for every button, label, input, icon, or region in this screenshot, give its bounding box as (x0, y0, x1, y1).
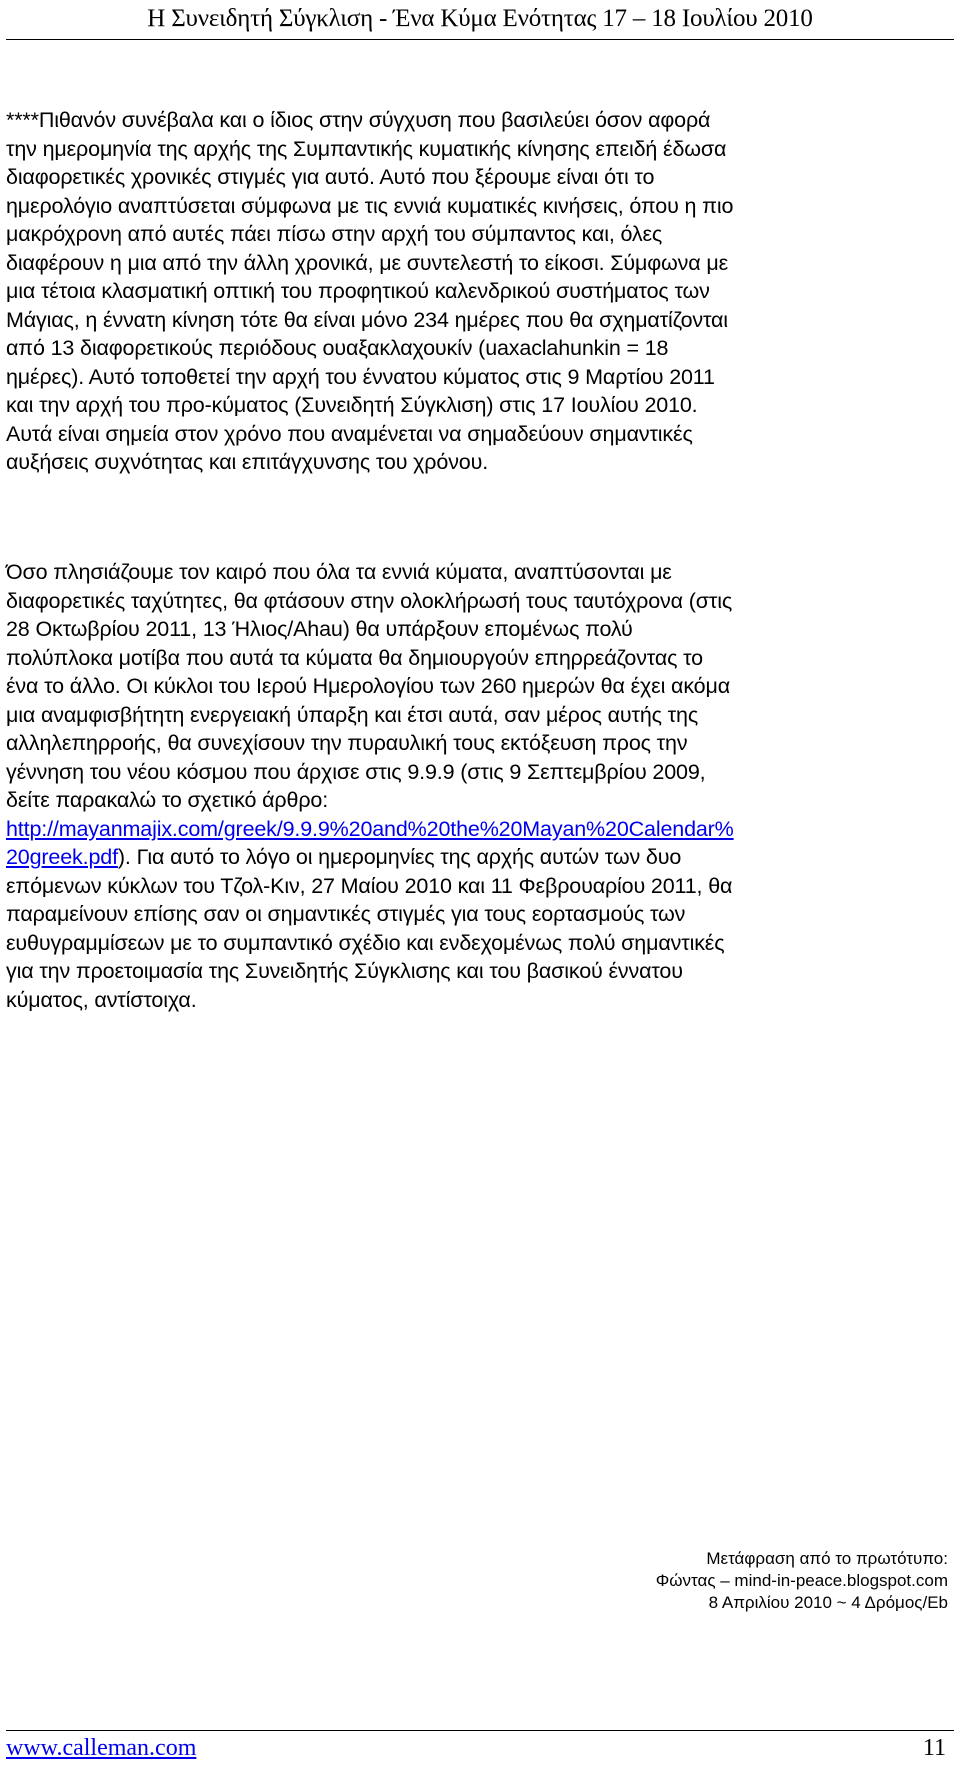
text-line: αυξήσεις συχνότητας και επιτάγχυνσης του χρόνου. (6, 450, 489, 474)
page-header-title: Η Συνειδητή Σύγκλιση - Ένα Κύμα Ενότητας 17 – 18 Ιουλίου 2010 (147, 5, 813, 32)
credit-line-translation: Μετάφραση από το πρωτότυπο: (706, 1549, 948, 1568)
text-line: Μάγιας, η έννατη κίνηση τότε θα είναι μόνο 234 ημέρες που θα σχηματίζονται (6, 307, 728, 332)
text-line (6, 843, 956, 872)
text-line: την ημερομηνία της αρχής της Συμπαντικής κυματικής κίνησης επειδή έδωσα (6, 136, 727, 161)
article-link[interactable]: http://mayanmajix.com/greek/9.9.9%20and%20the%20Mayan%20Calendar% (6, 816, 734, 841)
text-line: διαφορετικές χρονικές στιγμές για αυτό. Αυτό που ξέρουμε είναι ότι το (6, 165, 655, 189)
text-line: ημέρες). Αυτό τοποθετεί την αρχή του έννατου κύματος στις 9 Μαρτίου 2011 (6, 364, 715, 389)
text-line: μακρόχρονη από αυτές πάει πίσω στην αρχή του σύμπαντος και, όλες (6, 222, 663, 246)
text-line: παραμείνουν επίσης σαν οι σημαντικές στιγμές για τους εορτασμούς των (6, 902, 686, 926)
text-after-link: ). Για αυτό το λόγο οι ημερομηνίες της αρχής αυτών των δυο (117, 845, 682, 869)
page-number: 11 (922, 1735, 946, 1761)
text-line (6, 815, 956, 844)
footer-divider (6, 1730, 954, 1731)
text-line: ημερολόγιο αναπτύσεται σύμφωνα με τις εννιά κυματικές κινήσεις, όπου η πιο (6, 193, 734, 218)
text-line: 28 Οκτωβρίου 2011, 13 Ήλιος/Ahau) θα υπάρξουν επομένως πολύ (6, 617, 633, 641)
text-line: ευθυγραμμίσεων με το συμπαντικό σχέδιο και ενδεχομένως πολύ σημαντικές (6, 930, 725, 955)
text-line: ένα το άλλο. Οι κύκλοι του Ιερού Ημερολογίου των 260 ημερών θα έχει ακόμα (6, 674, 730, 698)
header-divider (6, 39, 954, 40)
text-line: γέννηση του νέου κόσμου που άρχισε στις 9.9.9 (στις 9 Σεπτεμβρίου 2009, (6, 759, 706, 784)
text-line: από 13 διαφορετικούς περιόδους ουαξακλαχουκίν (uaxaclahunkin = 18 (6, 336, 669, 360)
article-link-continued[interactable]: 20greek.pdf (6, 845, 118, 869)
text-line: μια τέτοια κλασματική οπτική του προφητικού καλενδρικού συστήματος των (6, 279, 710, 303)
text-line: κύματος, αντίστοιχα. (6, 987, 197, 1012)
paragraph-date-confusion (6, 106, 956, 477)
text-line: Όσο πλησιάζουμε τον καιρό που όλα τα εννιά κύματα, αναπτύσονται με (6, 560, 672, 584)
paragraph-nine-waves (6, 558, 956, 1014)
credit-line-translator: Φώντας – mind-in-peace.blogspot.com (655, 1571, 948, 1590)
translation-credits (656, 1548, 948, 1614)
credit-line-date: 8 Απριλίου 2010 ~ 4 Δρόμος/Eb (708, 1593, 948, 1612)
text-line: ****Πιθανόν συνέβαλα και ο ίδιος στην σύγχυση που βασιλεύει όσον αφορά (6, 108, 711, 132)
text-line: πολύπλοκα μοτίβα που αυτά τα κύματα θα δημιουργούν επηρρεάζοντας το (6, 645, 703, 670)
text-line: δείτε παρακαλώ το σχετικό άρθρο: (6, 788, 329, 812)
text-line: επόμενων κύκλων του Τζολ-Κιν, 27 Μαίου 2010 και 11 Φεβρουαρίου 2011, θα (6, 873, 733, 898)
footer-site-link[interactable]: www.calleman.com (6, 1735, 197, 1761)
text-line: διαφέρουν η μια από την άλλη χρονικά, με συντελεστή το είκοσι. Σύμφωνα με (6, 250, 729, 275)
text-line: μια αναμφισβήτητη ενεργειακή ύπαρξη και έτσι αυτά, σαν μέρος αυτής της (6, 702, 699, 727)
text-line: διαφορετικές ταχύτητες, θα φτάσουν στην ολοκλήρωσή τους ταυτόχρονα (στις (6, 588, 733, 613)
text-line: αλληλεπηρροής, θα συνεχίσουν την πυραυλική τους εκτόξευση προς την (6, 731, 688, 755)
text-line: Αυτά είναι σημεία στον χρόνο που αναμένεται να σημαδεύουν σημαντικές (6, 421, 693, 446)
text-line: και την αρχή του προ-κύματος (Συνειδητή Σύγκλιση) στις 17 Ιουλίου 2010. (6, 393, 698, 417)
text-line: για την προετοιμασία της Συνειδητής Σύγκλισης και του βασικού έννατου (6, 959, 683, 983)
